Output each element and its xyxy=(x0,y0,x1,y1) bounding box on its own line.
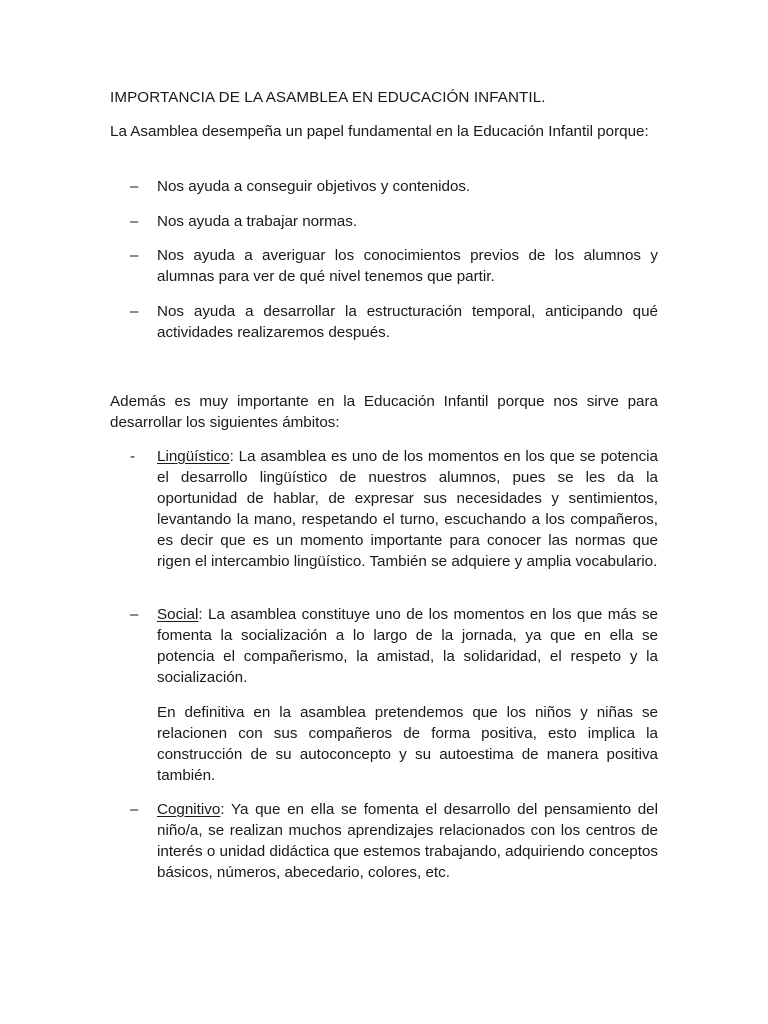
section-social-extra: En definitiva en la asamblea pretendemos que los niños y niñas se relacionen con sus compañeros de forma positiva, esto implica la construcción de su autoconcepto y su autoestima de manera positiva también. xyxy=(157,704,658,784)
bullet-dash: – xyxy=(130,247,139,264)
bullet-text: Nos ayuda a conseguir objetivos y contenidos. xyxy=(157,178,471,195)
bullet-item xyxy=(110,301,658,343)
section-body: : La asamblea constituye uno de los momentos en los que más se fomenta la socialización a lo largo de la jornada, ya que en ella se potencia el compañerismo, la amistad, la solidaridad, el respeto y la socialización. xyxy=(157,606,658,686)
bullet-dash: - xyxy=(130,448,135,465)
section-text xyxy=(157,446,658,572)
bullet-text: Nos ayuda a averiguar los conocimientos previos de los alumnos y alumnas para ver de qué nivel tenemos que partir. xyxy=(157,247,658,285)
bullet-dash: – xyxy=(130,801,139,818)
section-keyword: Social xyxy=(157,606,199,623)
second-paragraph: Además es muy importante en la Educación Infantil porque nos sirve para desarrollar los siguientes ámbitos: xyxy=(110,393,658,431)
section-keyword: Lingüístico xyxy=(157,448,230,465)
section-keyword: Cognitivo xyxy=(157,801,221,818)
section-cognitivo xyxy=(110,799,658,883)
bullet-dash: – xyxy=(130,178,139,195)
bullet-dash: – xyxy=(130,213,139,230)
section-linguistico xyxy=(110,446,658,572)
bullet-dash: – xyxy=(130,303,139,320)
section-text xyxy=(157,604,658,688)
document-title: IMPORTANCIA DE LA ASAMBLEA EN EDUCACIÓN INFANTIL. xyxy=(110,89,546,106)
intro-paragraph: La Asamblea desempeña un papel fundamental en la Educación Infantil porque: xyxy=(110,123,649,140)
section-body: : Ya que en ella se fomenta el desarrollo del pensamiento del niño/a, se realizan muchos aprendizajes relacionados con los centros de interés o unidad didáctica que estemos trabajando, adquiriendo conceptos básicos, números, abecedario, colores, etc. xyxy=(157,801,658,881)
section-social xyxy=(110,604,658,688)
bullet-dash: – xyxy=(130,606,139,623)
bullet-item xyxy=(110,211,658,232)
section-text xyxy=(157,799,658,883)
bullet-text: Nos ayuda a trabajar normas. xyxy=(157,213,358,230)
section-body: : La asamblea es uno de los momentos en los que se potencia el desarrollo lingüístico de nuestros alumnos, pues se les da la oportunidad de hablar, de expresar sus necesidades y sentimientos, levantando la mano, respetando el turno, escuchando a los compañeros, es decir que es un momento importante para conocer las normas que rigen el intercambio lingüístico. También se adquiere y amplia vocabulario. xyxy=(157,448,658,570)
bullet-text: Nos ayuda a desarrollar la estructuración temporal, anticipando qué actividades realizaremos después. xyxy=(157,303,658,341)
bullet-item xyxy=(110,176,658,197)
bullet-item xyxy=(110,245,658,287)
